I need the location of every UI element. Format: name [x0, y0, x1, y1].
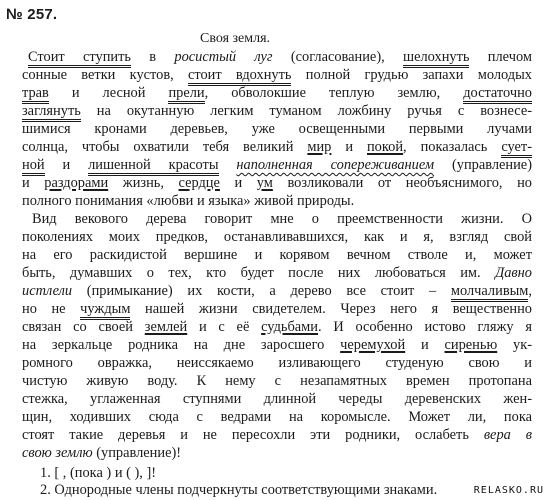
text-line: быть, думавших о тех, кто будет после них любоваться им. Давно: [22, 265, 532, 281]
text-line: стежка, углаженная ступнями длинной череды деревенских жен-: [22, 391, 532, 407]
text-line: стоят такие деревья и не пересохли эти родники, ослабеть вера в: [22, 427, 532, 443]
text-line: полного понимания «любви и языка» живой природы.: [22, 193, 355, 209]
text-line: чистую живую воду. К нему с незапамятных времен протопана: [22, 373, 532, 389]
watermark: RELASKO.RU: [473, 485, 544, 496]
scheme-note: 1. [ , (пока ) и ( ), ]!: [40, 465, 157, 481]
text-line: свою землю (управление)!: [22, 445, 182, 461]
text-line: щин, ходивших сюда с ведрами на коромысле. Может ли, пока: [22, 409, 532, 425]
text-line: трав и лесной прели, обволокшие теплую землю, достаточно: [22, 84, 532, 102]
text-line: Стоит ступить в росистый луг (согласование), шелохнуть плечом: [28, 48, 532, 66]
homogeneous-note: 2. Однородные члены подчеркнуты соответствующими знаками.: [40, 482, 438, 498]
text-line: связан со своей землей и с её судьбами. И особенно истово гляжу я: [22, 319, 532, 335]
text-line: поколениях моих предков, останавливавшихся, как и я, взгляд свой: [22, 229, 532, 245]
text-line: на его раскидистой вершине и корявом вечном стволе и, может: [22, 247, 532, 263]
text-line: Вид векового дерева говорит мне о преемственности жизни. О: [32, 211, 532, 227]
text-line: но не чуждым нашей жизни свидетелем. Через него я вещественно: [22, 300, 532, 318]
text-line: сонные ветки кустов, стоит вдохнуть полной грудью запахи молодых: [22, 66, 532, 84]
text-line: и раздорами жизнь, сердце и ум возликовали от необъяснимого, но: [22, 175, 532, 191]
exercise-number: № 257.: [6, 6, 58, 23]
text-line: шимися кронами деревьев, уже освещенными первыми лучами: [22, 121, 532, 137]
text-title: Своя земля.: [200, 31, 271, 46]
text-line: солнца, чтобы охватили тебя великий мир и покой, показалась сует-: [22, 138, 532, 156]
text-line: ной и лишенной красоты наполненная сопереживанием (управление): [22, 156, 532, 174]
text-line: истлели (примыкание) их кости, а дерево все стоит – молчаливым,: [22, 282, 532, 300]
text-line: на зеркальце родника на дне заросшего черемухой и сиренью ук-: [22, 337, 532, 353]
text-line: ромного овражка, неиссякаемо изливающего студеную свою и: [22, 355, 532, 371]
text-line: заглянуть на окутанную легким туманом ложбину ручья с вознесе-: [22, 102, 532, 120]
